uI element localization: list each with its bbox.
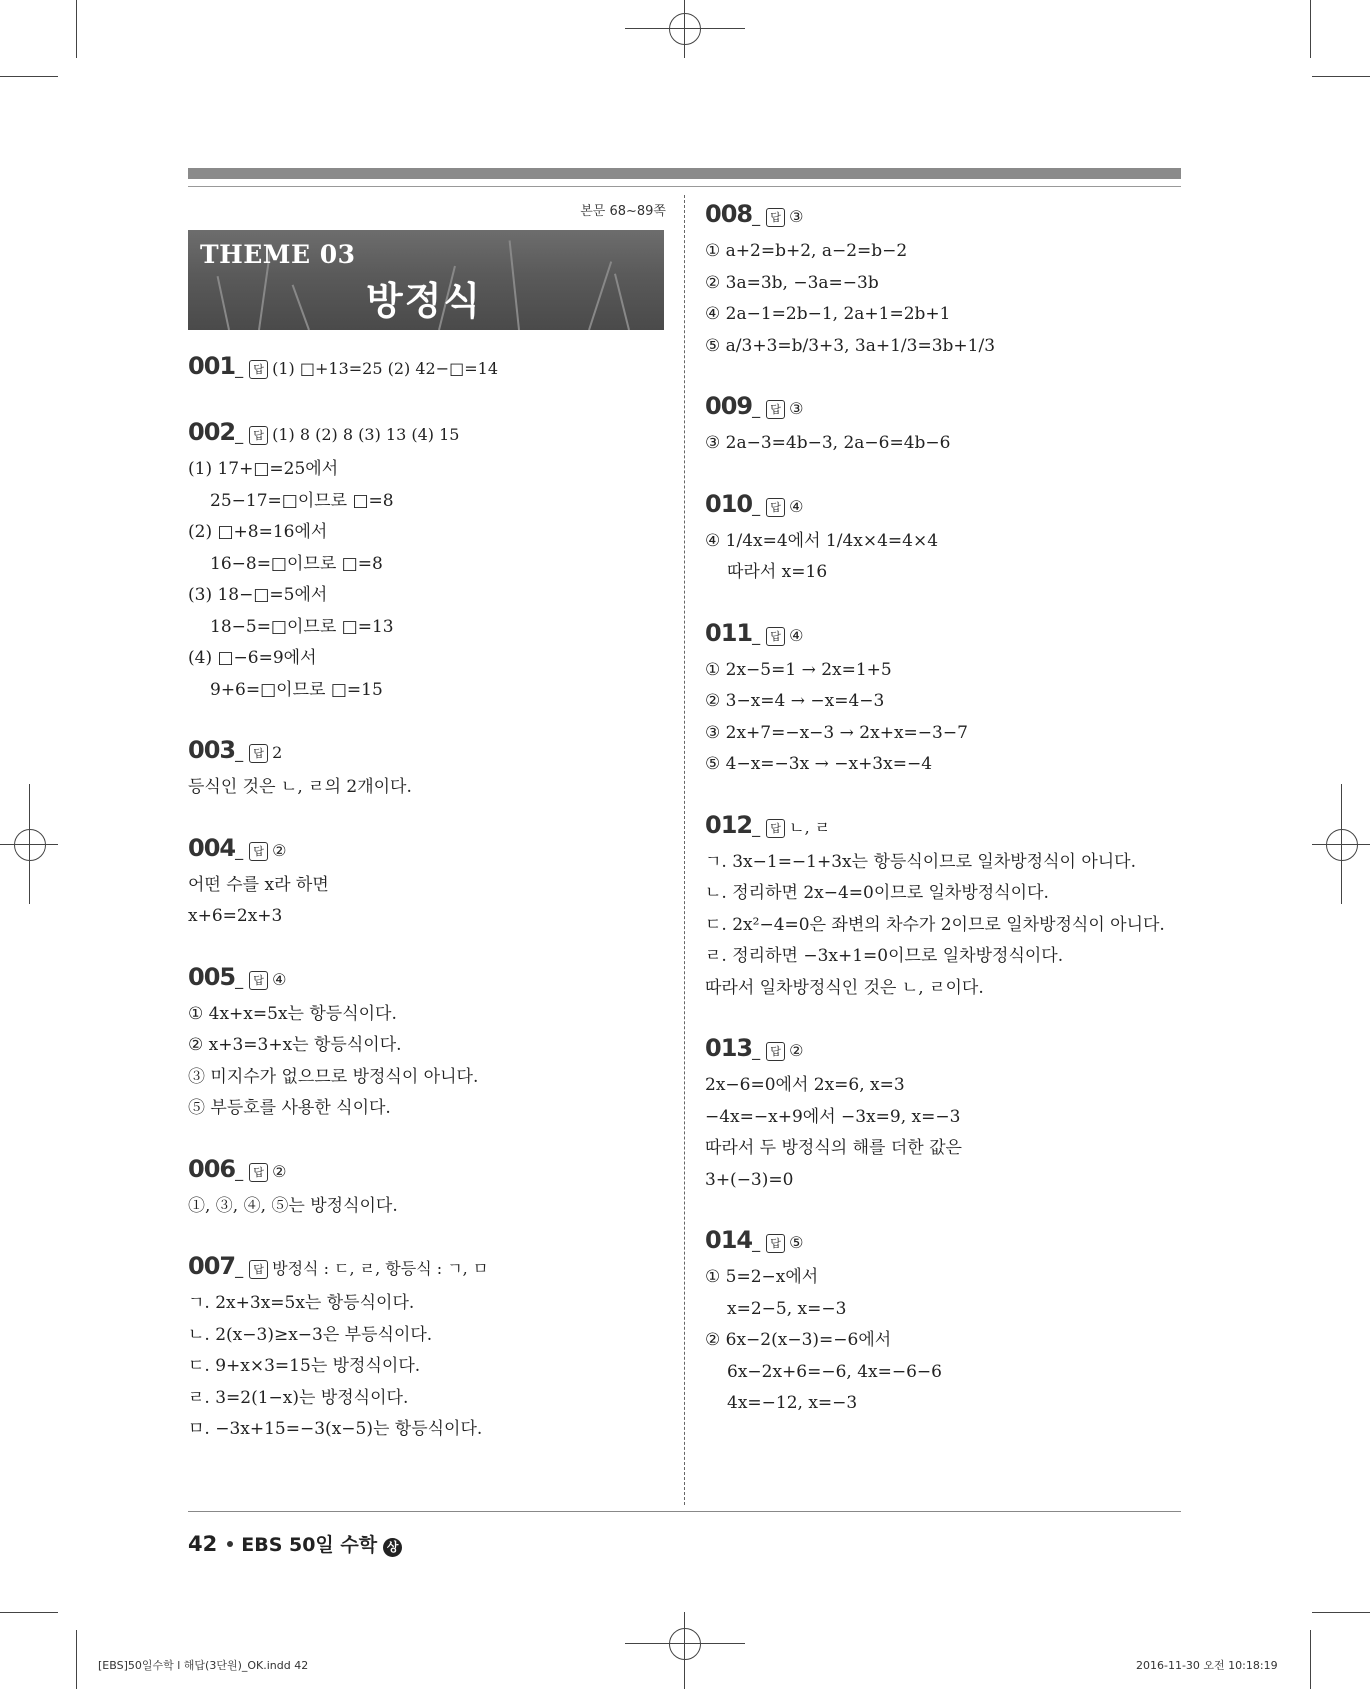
- number-underscore: _: [752, 1041, 761, 1060]
- problem-header: [705, 490, 1181, 526]
- crop-mark: [1312, 1612, 1370, 1613]
- registration-mark: [1326, 829, 1358, 861]
- problem-header: [188, 736, 666, 772]
- number-underscore: _: [752, 496, 761, 516]
- solution-line: 어떤 수를 x라 하면: [188, 874, 329, 895]
- number-underscore: _: [235, 1161, 244, 1181]
- problem-header: [188, 834, 666, 870]
- problem-header: [705, 619, 1181, 655]
- number-underscore: _: [752, 1233, 761, 1252]
- answer-text: ④: [789, 496, 804, 516]
- solution-line: ① 4x+x=5x는 항등식이다.: [188, 1003, 397, 1024]
- solution-line: 따라서 두 방정식의 해를 더한 값은: [705, 1138, 962, 1158]
- solution-line: ② 3−x=4 → −x=4−3: [705, 691, 885, 711]
- solution-line: 따라서 일차방정식인 것은 ㄴ, ㄹ이다.: [705, 977, 984, 998]
- answer-text: ③: [789, 207, 804, 226]
- theme-title: 방정식: [366, 279, 483, 323]
- answer-badge: 답: [249, 1163, 268, 1182]
- problem-block: [188, 1252, 666, 1446]
- problem-block: [188, 963, 666, 1125]
- solution-line: ① 2x−5=1 → 2x=1+5: [705, 659, 892, 680]
- number-underscore: _: [235, 359, 244, 378]
- problem-header: [188, 418, 666, 454]
- solution-line: ② x+3=3+x는 항등식이다.: [188, 1035, 402, 1055]
- number-underscore: _: [752, 625, 761, 645]
- number-underscore: _: [235, 425, 244, 444]
- problem-number: 002: [188, 418, 236, 446]
- solution-line: ㅁ. −3x+15=−3(x−5)는 항등식이다.: [188, 1419, 483, 1439]
- problem-number: 009: [705, 392, 753, 420]
- solution-line: 3+(−3)=0: [705, 1169, 794, 1190]
- crop-mark: [76, 1630, 77, 1689]
- answer-badge: 답: [766, 819, 785, 838]
- answer-badge: 답: [249, 842, 268, 861]
- crop-mark: [76, 0, 77, 58]
- problem-block: [188, 418, 666, 706]
- problem-header: [188, 1252, 666, 1288]
- problem-block: [705, 490, 1181, 589]
- problem-list-left: [188, 352, 666, 1446]
- problem-number: 007: [188, 1252, 236, 1280]
- number-underscore: _: [235, 1259, 244, 1278]
- number-underscore: _: [235, 969, 244, 989]
- solution-line: ② 6x−2(x−3)=−6에서: [705, 1330, 892, 1350]
- problem-header: [188, 1155, 666, 1191]
- solution-line: x+6=2x+3: [188, 906, 283, 926]
- answer-text: ②: [789, 1041, 804, 1060]
- solution-line: 따라서 x=16: [727, 562, 828, 582]
- answer-text: ㄴ, ㄹ: [789, 817, 831, 837]
- solution-line: 18−5=□이므로 □=13: [210, 616, 394, 637]
- solution-line: 9+6=□이므로 □=15: [210, 679, 383, 700]
- problem-block: [705, 392, 1181, 460]
- registration-mark: [29, 784, 30, 904]
- answer-badge: 답: [249, 426, 268, 445]
- solution-line: ④ 2a−1=2b−1, 2a+1=2b+1: [705, 304, 951, 324]
- solution-line: ① a+2=b+2, a−2=b−2: [705, 241, 908, 261]
- problem-header: [705, 811, 1181, 847]
- print-slug-file: [EBS]50일수학 l 해답(3단원)_OK.indd 42: [98, 1659, 309, 1672]
- book-title: EBS 50일 수학: [241, 1534, 378, 1556]
- problem-number: 013: [705, 1034, 753, 1062]
- registration-mark: [684, 0, 685, 58]
- answer-text: (1) 8 (2) 8 (3) 13 (4) 15: [272, 425, 460, 444]
- problem-block: [188, 834, 666, 933]
- solution-line: 16−8=□이므로 □=8: [210, 553, 383, 574]
- print-slug-date: 2016-11-30 오전 10:18:19: [1136, 1659, 1278, 1672]
- problem-number: 010: [705, 489, 753, 518]
- solution-line: ⑤ a/3+3=b/3+3, 3a+1/3=3b+1/3: [705, 335, 996, 356]
- solution-line: ㄷ. 9+x×3=15는 방정식이다.: [188, 1356, 421, 1376]
- problem-number: 011: [705, 618, 753, 647]
- registration-mark: [625, 28, 745, 29]
- registration-mark: [625, 1643, 745, 1644]
- problem-number: 006: [188, 1154, 236, 1183]
- solution-line: −4x=−x+9에서 −3x=9, x=−3: [705, 1106, 961, 1127]
- answer-badge: 답: [249, 971, 268, 990]
- header-rule: [188, 186, 1181, 187]
- problem-number: 004: [188, 833, 236, 862]
- problem-header: [705, 392, 1181, 428]
- footer-rule: [188, 1511, 1181, 1512]
- problem-list-right: [705, 200, 1181, 1420]
- left-column: [188, 200, 666, 1446]
- solution-line: (1) 17+□=25에서: [188, 459, 339, 479]
- solution-line: ㄴ. 정리하면 2x−4=0이므로 일차방정식이다.: [705, 883, 1049, 903]
- crop-mark: [1310, 1630, 1311, 1689]
- answer-text: ④: [789, 625, 804, 645]
- solution-line: (4) □−6=9에서: [188, 648, 317, 668]
- answer-badge: 답: [766, 627, 785, 646]
- solution-line: ㄹ. 3=2(1−x)는 방정식이다.: [188, 1387, 409, 1408]
- problem-header: [705, 1034, 1181, 1070]
- crop-mark: [0, 76, 58, 77]
- answer-text: 2: [272, 743, 283, 762]
- solution-line: ㄴ. 2(x−3)≥x−3은 부등식이다.: [188, 1324, 433, 1345]
- problem-block: [188, 1155, 666, 1223]
- number-underscore: _: [235, 840, 244, 860]
- answer-badge: 답: [766, 1042, 785, 1061]
- registration-mark: [669, 13, 701, 45]
- solution-line: ① 5=2−x에서: [705, 1267, 819, 1287]
- solution-line: ③ 2x+7=−x−3 → 2x+x=−3−7: [705, 722, 968, 743]
- solution-line: 등식인 것은 ㄴ, ㄹ의 2개이다.: [188, 777, 412, 797]
- answer-badge: 답: [249, 1260, 268, 1279]
- answer-badge: 답: [766, 208, 785, 227]
- theme-label: THEME 03: [200, 240, 356, 269]
- solution-line: ③ 2a−3=4b−3, 2a−6=4b−6: [705, 433, 951, 453]
- solution-line: ④ 1/4x=4에서 1/4x×4=4×4: [705, 530, 939, 551]
- problem-block: [188, 736, 666, 804]
- solution-line: ㄱ. 2x+3x=5x는 항등식이다.: [188, 1293, 415, 1313]
- problem-number: 003: [188, 736, 236, 764]
- answer-badge: 답: [766, 400, 785, 419]
- problem-block: [188, 352, 666, 388]
- registration-mark: [1341, 784, 1342, 904]
- answer-badge: 답: [766, 1234, 785, 1253]
- solution-line: 2x−6=0에서 2x=6, x=3: [705, 1075, 905, 1095]
- number-underscore: _: [752, 207, 761, 226]
- column-divider: [684, 195, 685, 1505]
- crop-mark: [1312, 76, 1370, 77]
- problem-header: [705, 200, 1181, 236]
- solution-line: ⑤ 부등호를 사용한 식이다.: [188, 1098, 391, 1118]
- answer-badge: 답: [766, 498, 785, 517]
- registration-mark: [14, 829, 46, 861]
- grade-badge: 상: [383, 1538, 402, 1557]
- problem-header: [188, 352, 666, 388]
- solution-line: 6x−2x+6=−6, 4x=−6−6: [727, 1361, 942, 1382]
- number-underscore: _: [235, 743, 244, 762]
- problem-number: 012: [705, 810, 753, 839]
- header-bar: [188, 168, 1181, 179]
- problem-header: [705, 1226, 1181, 1262]
- answer-badge: 답: [249, 360, 268, 379]
- crop-mark: [1310, 0, 1311, 58]
- problem-block: [705, 200, 1181, 362]
- number-underscore: _: [752, 399, 761, 418]
- number-underscore: _: [752, 817, 761, 837]
- right-column: [705, 200, 1181, 1420]
- answer-text: ⑤: [789, 1233, 804, 1252]
- problem-block: [705, 619, 1181, 781]
- problem-block: [705, 811, 1181, 1005]
- answer-text: ④: [272, 969, 287, 989]
- answer-text: ③: [789, 399, 804, 418]
- solution-line: ①, ③, ④, ⑤는 방정식이다.: [188, 1195, 398, 1216]
- page-reference: 본문 68~89쪽: [580, 204, 666, 219]
- solution-line: (3) 18−□=5에서: [188, 585, 328, 605]
- solution-line: ⑤ 4−x=−3x → −x+3x=−4: [705, 754, 933, 774]
- answer-text: 방정식 : ㄷ, ㄹ, 항등식 : ㄱ, ㅁ: [272, 1259, 489, 1278]
- problem-number: 005: [188, 962, 236, 991]
- problem-block: [705, 1034, 1181, 1196]
- crop-mark: [0, 1612, 58, 1613]
- problem-block: [705, 1226, 1181, 1420]
- problem-number: 014: [705, 1226, 753, 1254]
- solution-line: 25−17=□이므로 □=8: [210, 490, 394, 511]
- registration-mark: [684, 1612, 685, 1689]
- page-footer: [188, 1530, 402, 1557]
- solution-line: 4x=−12, x=−3: [727, 1393, 858, 1413]
- problem-number: 008: [705, 200, 753, 228]
- solution-line: ㄱ. 3x−1=−1+3x는 항등식이므로 일차방정식이 아니다.: [705, 851, 1137, 872]
- solution-line: (2) □+8=16에서: [188, 522, 328, 542]
- answer-text: ②: [272, 1161, 287, 1181]
- solution-line: ② 3a=3b, −3a=−3b: [705, 272, 879, 293]
- bullet-icon: [227, 1541, 233, 1547]
- page-number: 42: [188, 1532, 218, 1556]
- problem-header: [188, 963, 666, 999]
- solution-line: ㄹ. 정리하면 −3x+1=0이므로 일차방정식이다.: [705, 946, 1064, 966]
- problem-number: 001: [188, 352, 236, 380]
- solution-line: ㄷ. 2x²−4=0은 좌변의 차수가 2이므로 일차방정식이 아니다.: [705, 914, 1165, 935]
- answer-text: ②: [272, 840, 287, 860]
- theme-banner: [188, 230, 664, 330]
- answer-text: (1) □+13=25 (2) 42−□=14: [272, 359, 498, 378]
- registration-mark: [669, 1628, 701, 1660]
- solution-line: x=2−5, x=−3: [727, 1298, 847, 1319]
- solution-line: ③ 미지수가 없으므로 방정식이 아니다.: [188, 1066, 479, 1087]
- answer-badge: 답: [249, 744, 268, 763]
